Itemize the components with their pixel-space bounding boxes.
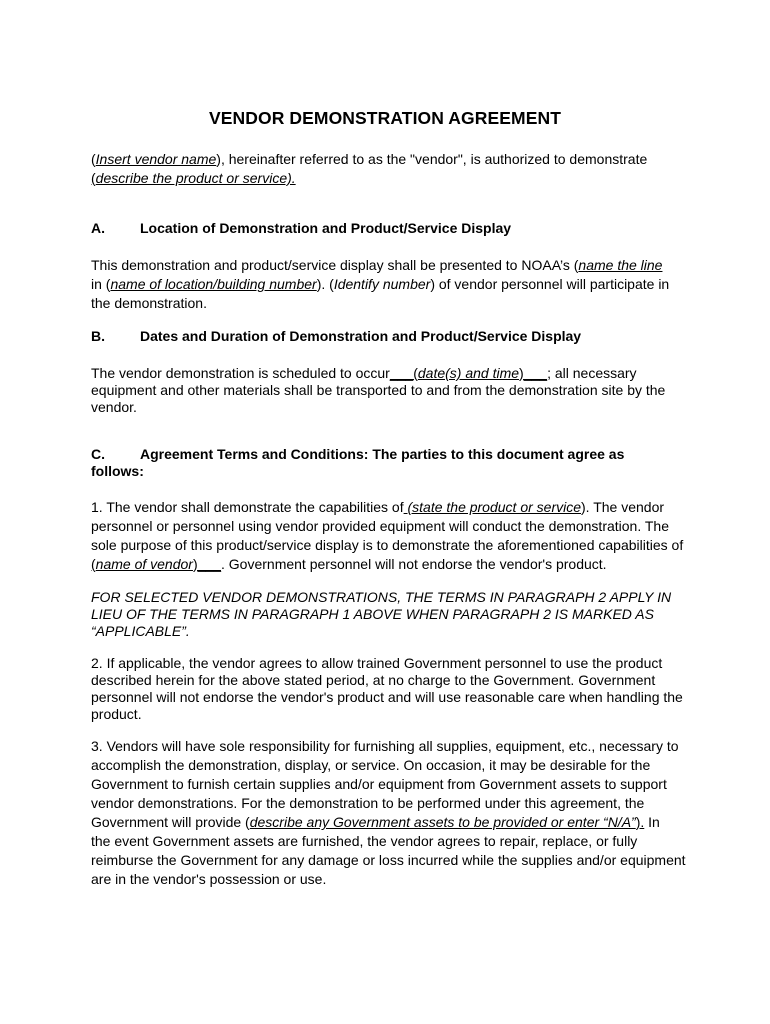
paragraph-1-text: 1. The vendor shall demonstrate the capabilities of [91,499,404,515]
paragraph-3-line-8: are in the vendor's possession or use. [91,871,327,887]
paragraph-1-text-3: . Government personnel will not endorse the vendor's product. [221,556,607,572]
vendor-open-paren: ( [91,556,96,572]
section-b-line-1 [91,365,691,382]
section-c-heading [91,446,624,480]
personnel-number-placeholder: Identify number [333,276,431,292]
section-b-text: The vendor demonstration is scheduled to occur [91,365,390,381]
notice-line-1: FOR SELECTED VENDOR DEMONSTRATIONS, THE TERMS IN PARAGRAPH 2 APPLY IN [91,589,672,605]
paragraph-3-line-3: Government to furnish certain supplies and/or equipment from Government assets to support [91,776,667,792]
section-b-paragraph [91,365,691,416]
section-c-title-2: follows: [91,463,144,479]
paragraph-1-line-3: sole purpose of this product/service display is to demonstrate the aforementioned capabilities of [91,537,684,553]
location-placeholder: name of location/building number [110,276,317,292]
vendor-name-placeholder-2: name of vendor [95,556,193,572]
intro-line-2 [91,169,691,188]
section-b-letter: B. [91,328,105,344]
section-b-text-2: ; all necessary [547,365,637,381]
paragraph-2 [91,655,691,723]
section-b-title: Dates and Duration of Demonstration and Product/Service Display [140,328,582,344]
section-a-line-3: the demonstration. [91,295,207,311]
paragraph-2-line-2: described herein for the above stated period, at no charge to the Government. Government [91,672,656,688]
paragraph-3-line-5 [91,813,691,832]
section-a-line-1 [91,256,691,275]
paragraph-2-line-1: 2. If applicable, the vendor agrees to allow trained Government personnel to use the product [91,655,663,671]
paragraph-2-line-4: product. [91,706,142,722]
paragraph-3-line-6: the event Government assets are furnished, the vendor agrees to repair, replace, or fully [91,833,638,849]
product-service-placeholder: (state the product or service [403,499,582,515]
notice-line-3: “APPLICABLE”. [91,623,190,639]
vendor-name-placeholder: Insert vendor name [95,151,217,167]
vendor-blank: )___ [192,556,221,572]
assets-close-paren: ). [635,814,645,830]
applicability-notice [91,589,671,640]
section-b-line-3: vendor. [91,399,137,415]
section-c-letter: C. [91,446,105,462]
paragraph-1-line-4 [91,555,691,574]
paragraph-1-line-2: personnel or personnel using vendor provided equipment will conduct the demonstration. The [91,518,669,534]
section-a-text-3: ). ( [316,276,334,292]
paragraph-1-line-1 [91,498,691,517]
dates-placeholder: date(s) and time [417,365,520,381]
section-b-heading [91,328,581,345]
government-assets-placeholder: describe any Government assets to be provided or enter “N/A” [249,814,636,830]
paragraph-3-line-1: 3. Vendors will have sole responsibility for furnishing all supplies, equipment, etc., necessary to [91,738,679,754]
notice-line-2: LIEU OF THE TERMS IN PARAGRAPH 1 ABOVE WHEN PARAGRAPH 2 IS MARKED AS [91,606,654,622]
section-a-title: Location of Demonstration and Product/Service Display [140,220,512,236]
paragraph-2-line-3: personnel will not endorse the vendor's product and will use reasonable care when handling the [91,689,683,705]
section-a-text-2: in ( [91,276,111,292]
intro-text: ), hereinafter referred to as the "vendor", is authorized to demonstrate [216,151,648,167]
intro-line-1 [91,150,691,169]
intro-open-paren-2: ( [91,170,96,186]
line-name-placeholder: name the line [578,257,663,273]
paragraph-3-text-2: In [644,814,660,830]
intro-open-paren: ( [91,151,96,167]
section-a-letter: A. [91,220,105,236]
section-a-paragraph [91,256,691,313]
paragraph-3-line-7: reimburse the Government for any damage or loss incurred while the supplies and/or equipment [91,852,686,868]
intro-paragraph [91,150,691,188]
section-a-text-4: ) of vendor personnel will participate in [430,276,670,292]
dates-blank-1: ___( [389,365,418,381]
section-a-text: This demonstration and product/service display shall be presented to NOAA’s ( [91,257,579,273]
product-placeholder: describe the product or service). [95,170,296,186]
paragraph-3-line-4: vendor demonstrations. For the demonstration to be performed under this agreement, the [91,795,645,811]
paragraph-3-line-2: accomplish the demonstration, display, or service. On occasion, it may be desirable for the [91,757,651,773]
dates-blank-2: )___ [519,365,548,381]
paragraph-1 [91,498,691,574]
section-c-title: Agreement Terms and Conditions: The parties to this document agree as [140,446,625,462]
paragraph-3 [91,737,691,889]
paragraph-3-text: Government will provide ( [91,814,250,830]
paragraph-1-text-2: ). The vendor [581,499,665,515]
document-title: VENDOR DEMONSTRATION AGREEMENT [208,108,562,128]
section-b-line-2: equipment and other materials shall be transported to and from the demonstration site by the [91,382,666,398]
section-a-heading [91,220,511,237]
section-a-line-2 [91,275,691,294]
